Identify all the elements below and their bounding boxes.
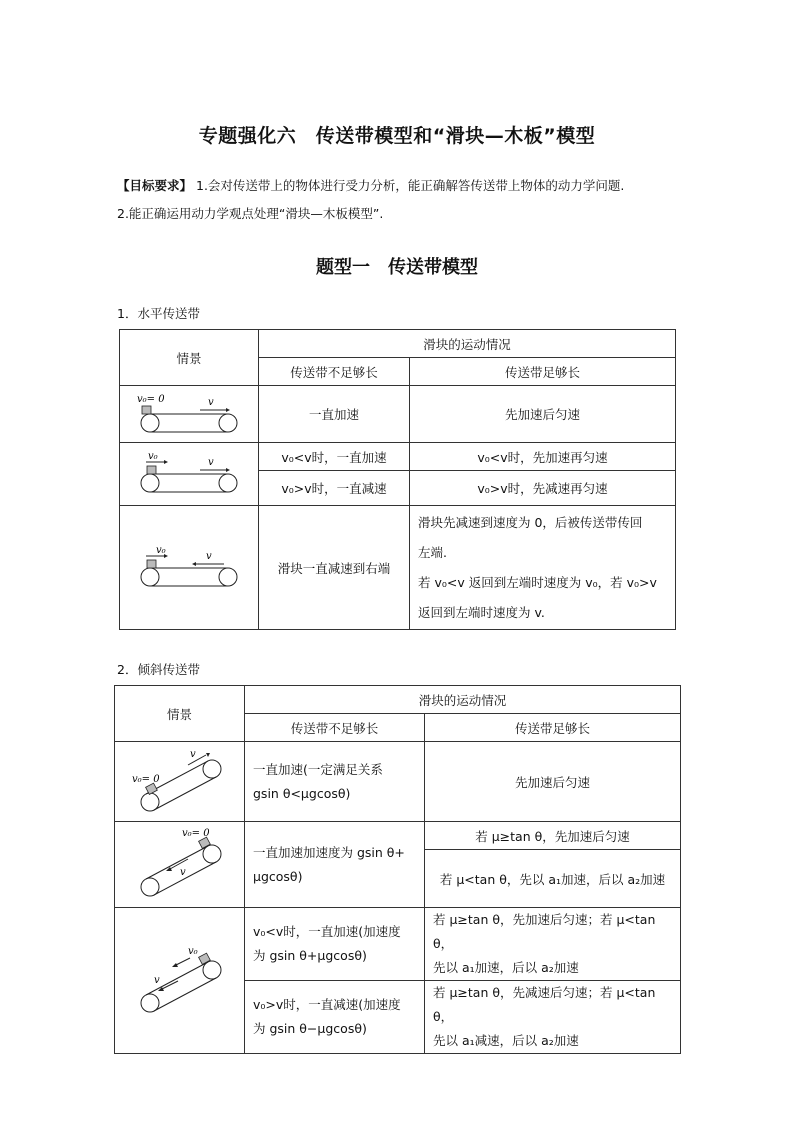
col-short: 传送带不足够长 [259,358,410,386]
goal-line-2: 2.能正确运用动力学观点处理“滑块—木板模型”. [117,206,384,221]
r2-long-a: 若 μ≥tan θ，先加速后匀速 [425,822,681,850]
col-long: 传送带足够长 [410,358,676,386]
col-motion: 滑块的运动情况 [259,330,676,358]
col-long: 传送带足够长 [425,714,681,742]
incline-diagram-1 [115,742,245,822]
scene-diagram-3 [120,506,259,630]
goal-paragraph [117,172,677,228]
r3-long: 若 μ≥tan θ，先加速后匀速；若 μ<tan θ， 先以 a₁加速，后以 a₂加速 [425,908,681,981]
label-v0eq0: v₀= 0 [181,827,210,839]
col-short: 传送带不足够长 [245,714,425,742]
label-v: v [208,397,214,408]
r4-short: 滑块一直减速到右端 [259,506,410,630]
r1-short: 一直加速 [259,386,410,443]
r3-short: v₀>v时，一直减速 [259,471,410,506]
label-v0eq0: v₀= 0 [137,394,165,405]
section-title: 题型一 传送带模型 [316,257,478,278]
label-v: v [208,457,214,468]
r2-short: v₀<v时，一直加速 [259,443,410,471]
r4-long: 滑块先减速到速度为 0，后被传送带传回 左端. 若 v₀<v 返回到左端时速度为 v₀，若 v₀>v 返回到左端时速度为 v. [410,506,676,630]
label-v: v [206,550,212,562]
horizontal-belt-table [119,329,676,630]
col-scene: 情景 [120,330,259,386]
label-v: v [179,866,186,878]
col-motion: 滑块的运动情况 [245,686,681,714]
goal-tag: 【目标要求】 [117,178,193,193]
r3-long: v₀>v时，先减速再匀速 [410,471,676,506]
label-v0: v₀ [156,544,166,556]
incline-diagram-2 [115,822,245,908]
label-v0eq0: v₀= 0 [131,773,160,785]
scene-diagram-2 [120,443,259,506]
r1-short: 一直加速(一定满足关系 gsin θ<μgcosθ) [245,742,425,822]
page-title: 专题强化六 传送带模型和“滑块—木板”模型 [198,125,596,147]
sec2-heading: 2．倾斜传送带 [117,662,200,677]
inclined-belt-table [114,685,681,1054]
r1-long: 先加速后匀速 [410,386,676,443]
r2-long-b: 若 μ<tan θ，先以 a₁加速，后以 a₂加速 [425,850,681,908]
r3-short: v₀<v时，一直加速(加速度 为 gsin θ+μgcosθ) [245,908,425,981]
sec1-heading: 1．水平传送带 [117,306,200,321]
r2-short: 一直加速加速度为 gsin θ+ μgcosθ) [245,822,425,908]
label-v: v [189,748,196,760]
label-v0: v₀ [187,945,198,957]
r4-long: 若 μ≥tan θ，先减速后匀速；若 μ<tan θ， 先以 a₁减速，后以 a₂加速 [425,981,681,1054]
label-v: v [153,974,160,986]
r1-long: 先加速后匀速 [425,742,681,822]
col-scene: 情景 [115,686,245,742]
r2-long: v₀<v时，先加速再匀速 [410,443,676,471]
incline-diagram-3 [115,908,245,1054]
goal-line-1: 1.会对传送带上的物体进行受力分析，能正确解答传送带上物体的动力学问题. [192,178,625,193]
scene-diagram-1 [120,386,259,443]
r4-short: v₀>v时，一直减速(加速度 为 gsin θ−μgcosθ) [245,981,425,1054]
label-v0: v₀ [148,451,158,462]
